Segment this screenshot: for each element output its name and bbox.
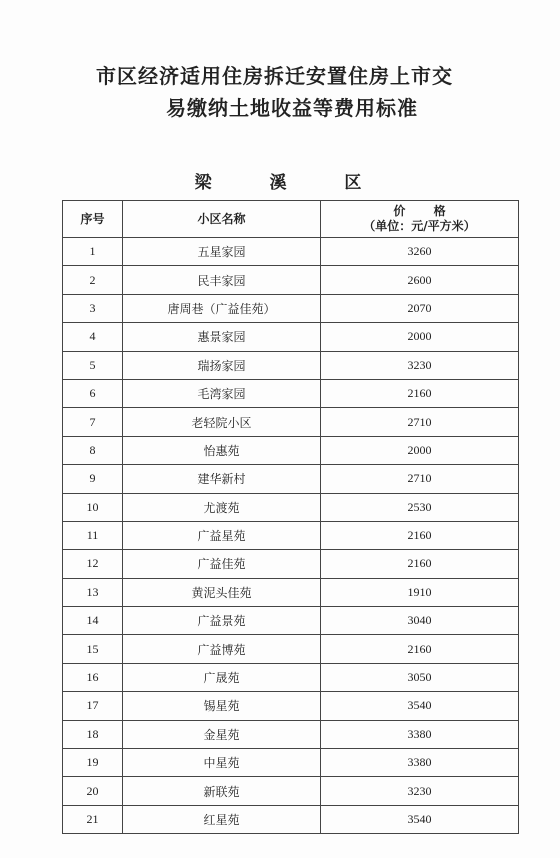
cell-name: 广益星苑 [123,521,321,549]
cell-price: 2710 [321,408,519,436]
cell-price: 3230 [321,351,519,379]
document-title-line-1: 市区经济适用住房拆迁安置住房上市交 [96,64,453,88]
table-row [63,521,519,549]
table-row [63,436,519,464]
table-row [63,266,519,294]
cell-name: 瑞扬家园 [123,351,321,379]
cell-price: 2160 [321,379,519,407]
cell-index: 2 [63,266,123,294]
header-name: 小区名称 [123,201,321,238]
cell-index: 18 [63,720,123,748]
cell-price: 3230 [321,777,519,805]
cell-price: 1910 [321,578,519,606]
cell-index: 9 [63,465,123,493]
cell-price: 3050 [321,663,519,691]
cell-name: 建华新村 [123,465,321,493]
cell-price: 2160 [321,550,519,578]
table-body [63,238,519,834]
cell-name: 广益博苑 [123,635,321,663]
cell-index: 21 [63,805,123,833]
table-row [63,805,519,833]
cell-index: 4 [63,323,123,351]
cell-name: 黄泥头佳苑 [123,578,321,606]
table-row [63,465,519,493]
district-heading: 梁 溪 区 [194,173,388,193]
table-row [63,692,519,720]
cell-name: 新联苑 [123,777,321,805]
cell-name: 民丰家园 [123,266,321,294]
table-row [63,351,519,379]
cell-index: 6 [63,379,123,407]
cell-index: 12 [63,550,123,578]
cell-name: 广益景苑 [123,607,321,635]
table-row [63,720,519,748]
table-row [63,578,519,606]
header-price-label: 价 格 [393,204,458,218]
cell-index: 15 [63,635,123,663]
cell-price: 2070 [321,294,519,322]
cell-price: 3260 [321,238,519,266]
table-row [63,663,519,691]
cell-name: 金星苑 [123,720,321,748]
cell-index: 17 [63,692,123,720]
cell-index: 5 [63,351,123,379]
cell-name: 尤渡苑 [123,493,321,521]
header-price [321,201,519,238]
table-header-row [63,201,519,238]
cell-price: 3540 [321,805,519,833]
header-index: 序号 [63,201,123,238]
document-title-line-2: 易缴纳土地收益等费用标准 [166,96,418,120]
table-row [63,550,519,578]
cell-name: 广晟苑 [123,663,321,691]
cell-price: 3040 [321,607,519,635]
cell-price: 2160 [321,635,519,663]
cell-index: 11 [63,521,123,549]
cell-name: 中星苑 [123,749,321,777]
table-row [63,777,519,805]
table-row [63,635,519,663]
cell-name: 毛湾家园 [123,379,321,407]
cell-index: 8 [63,436,123,464]
cell-name: 惠景家园 [123,323,321,351]
cell-index: 1 [63,238,123,266]
cell-price: 2710 [321,465,519,493]
cell-price: 2530 [321,493,519,521]
cell-name: 唐周巷（广益佳苑） [123,294,321,322]
cell-price: 3380 [321,749,519,777]
cell-name: 锡星苑 [123,692,321,720]
cell-name: 老轻院小区 [123,408,321,436]
table-row [63,238,519,266]
cell-name: 红星苑 [123,805,321,833]
table-row [63,379,519,407]
cell-index: 16 [63,663,123,691]
table-row [63,493,519,521]
cell-index: 13 [63,578,123,606]
cell-price: 2000 [321,323,519,351]
cell-index: 10 [63,493,123,521]
cell-name: 广益佳苑 [123,550,321,578]
cell-index: 14 [63,607,123,635]
cell-index: 7 [63,408,123,436]
table-row [63,408,519,436]
price-table [62,200,519,834]
table-row [63,294,519,322]
table-row [63,323,519,351]
table-row [63,749,519,777]
cell-price: 2600 [321,266,519,294]
cell-price: 2160 [321,521,519,549]
cell-index: 3 [63,294,123,322]
header-price-unit: （单位：元/平方米） [363,219,476,233]
cell-price: 3540 [321,692,519,720]
cell-price: 3380 [321,720,519,748]
cell-name: 怡惠苑 [123,436,321,464]
cell-name: 五星家园 [123,238,321,266]
cell-index: 20 [63,777,123,805]
table-row [63,607,519,635]
cell-price: 2000 [321,436,519,464]
cell-index: 19 [63,749,123,777]
